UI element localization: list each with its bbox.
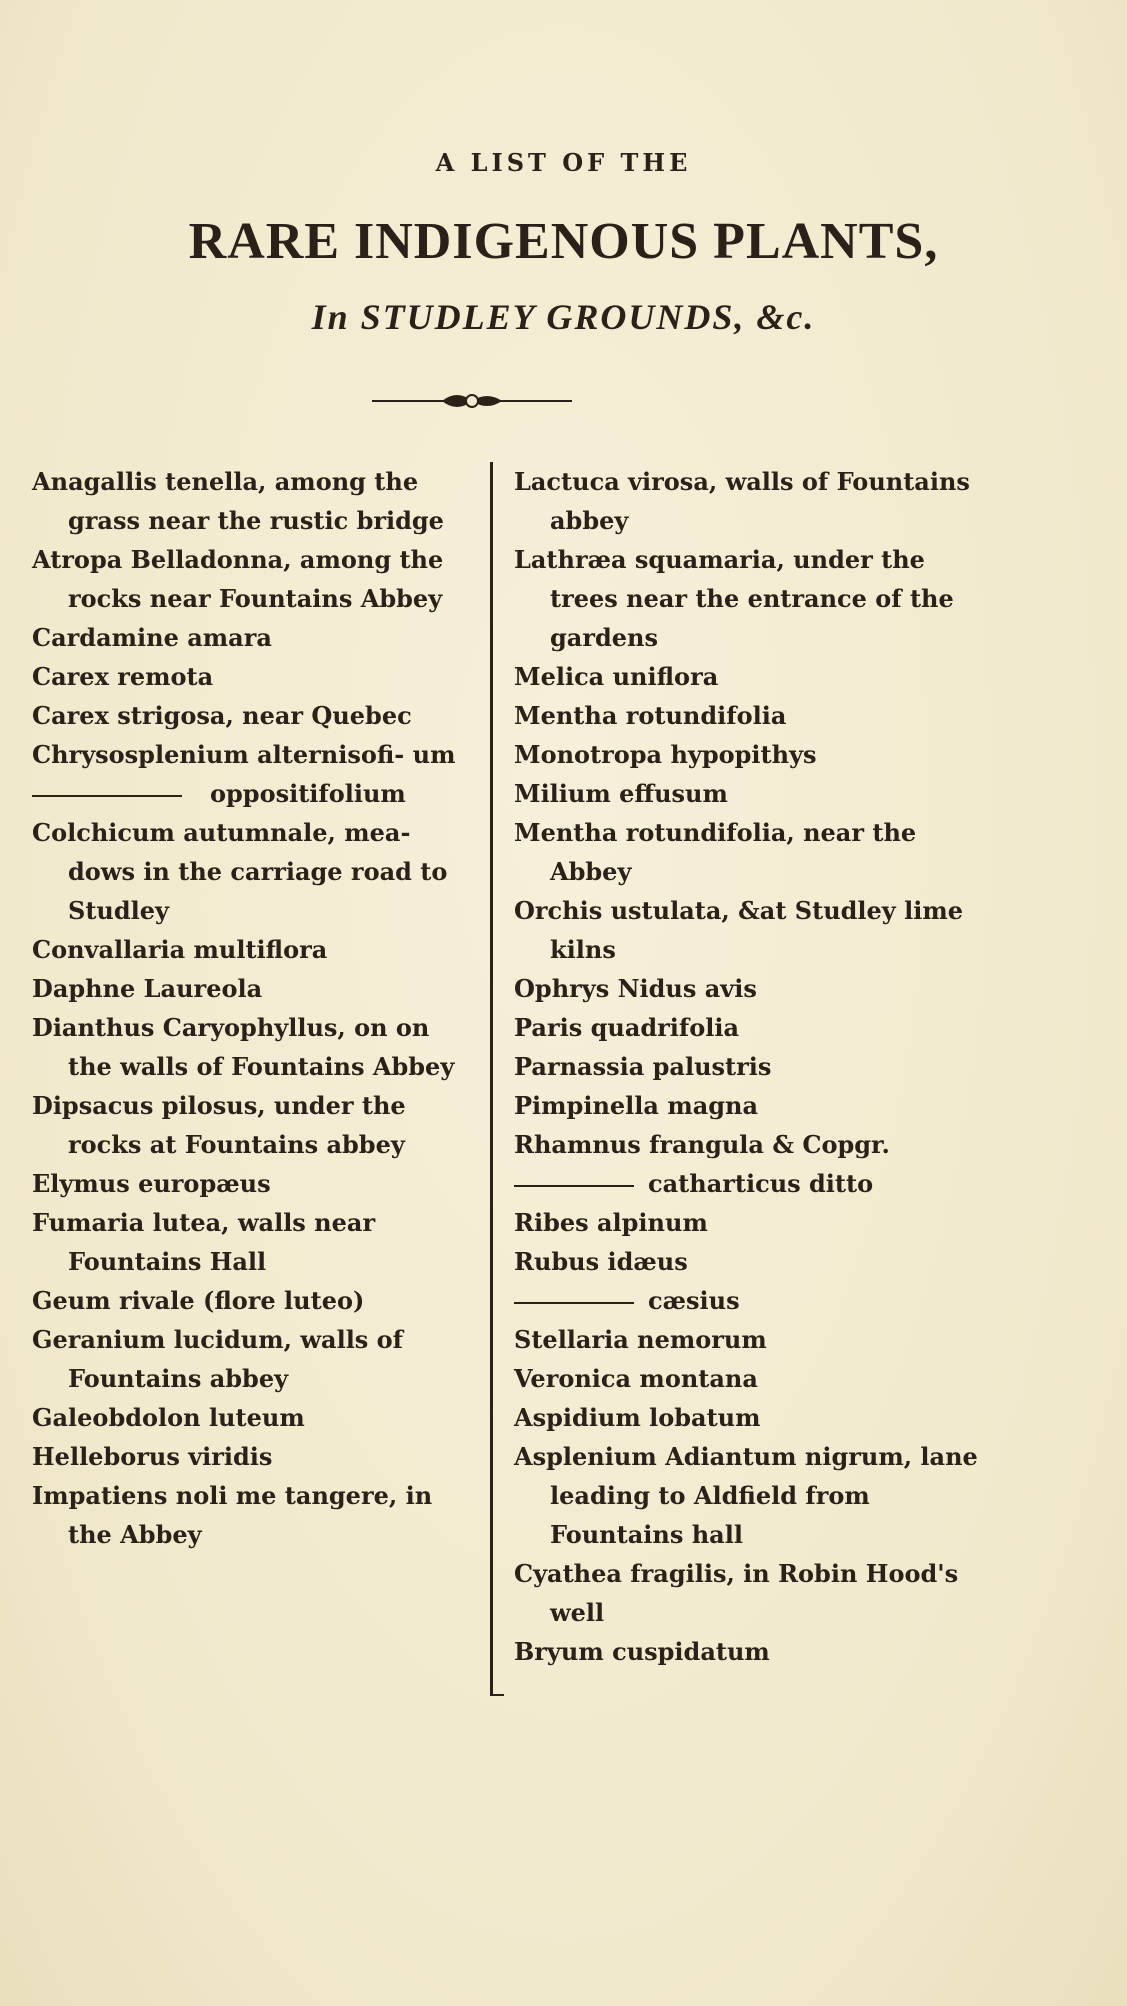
plant-entry-text: Anagallis tenella, among the grass near the rustic bridge	[32, 467, 444, 535]
plant-entry	[32, 696, 462, 735]
plant-entry-text: Colchicum autumnale, mea- dows in the carriage road to Studley	[32, 818, 448, 925]
plant-entry	[514, 1164, 984, 1203]
column-divider-foot	[490, 1694, 504, 1696]
plant-entry-text: Chrysosplenium alternisofi- um	[32, 740, 456, 769]
right-plant-column	[514, 462, 984, 1671]
plant-entry-text: Veronica montana	[514, 1364, 758, 1393]
plant-entry	[32, 1281, 462, 1320]
plant-entry-text: Atropa Belladonna, among the rocks near Fountains Abbey	[32, 545, 444, 613]
plant-entry	[514, 1047, 984, 1086]
plant-entry-text: Orchis ustulata, &at Studley lime kilns	[514, 896, 964, 964]
plant-entry	[514, 462, 984, 540]
plant-entry-text: Paris quadrifolia	[514, 1013, 740, 1042]
plant-entry-text: Dianthus Caryophyllus, on on the walls of Fountains Abbey	[32, 1013, 455, 1081]
ditto-dash	[514, 1302, 634, 1304]
plant-entry	[32, 1203, 462, 1281]
plant-entry-text: Lactuca virosa, walls of Fountains abbey	[514, 467, 970, 535]
plant-entry-text: Pimpinella magna	[514, 1091, 759, 1120]
plant-entry-text: Melica uniflora	[514, 662, 719, 691]
plant-entry	[32, 969, 462, 1008]
plant-entry-text: Carex strigosa, near Quebec	[32, 701, 412, 730]
plant-entry-text: Rubus idæus	[514, 1247, 688, 1276]
plant-entry-text: Asplenium Adiantum nigrum, lane leading to Aldfield from Fountains hall	[514, 1442, 978, 1549]
plant-entry	[514, 1086, 984, 1125]
plant-entry-text: Daphne Laureola	[32, 974, 263, 1003]
plant-entry-text: Monotropa hypopithys	[514, 740, 817, 769]
page-title: RARE INDIGENOUS PLANTS,	[188, 213, 939, 270]
plant-entry-text: Parnassia palustris	[514, 1052, 772, 1081]
plant-entry-text: oppositifolium	[210, 779, 406, 808]
plant-entry-text: Convallaria multiflora	[32, 935, 328, 964]
plant-entry	[514, 813, 984, 891]
plant-entry	[32, 930, 462, 969]
plant-entry	[514, 696, 984, 735]
plant-entry-text: Ribes alpinum	[514, 1208, 708, 1237]
plant-entry	[32, 813, 462, 930]
plant-entry	[514, 1437, 984, 1554]
plant-entry	[32, 1086, 462, 1164]
plant-entry-text: Impatiens noli me tangere, in the Abbey	[32, 1481, 433, 1549]
plant-entry	[514, 735, 984, 774]
plant-entry-text: Ophrys Nidus avis	[514, 974, 757, 1003]
page-subtitle: In STUDLEY GROUNDS, &c.	[311, 297, 816, 337]
plant-entry-text: Cardamine amara	[32, 623, 272, 652]
plant-entry	[514, 1320, 984, 1359]
plant-entry-text: Milium effusum	[514, 779, 728, 808]
plant-entry	[32, 1398, 462, 1437]
plant-entry	[32, 1476, 462, 1554]
plant-entry-text: Geum rivale (flore luteo)	[32, 1286, 365, 1315]
plant-entry	[514, 969, 984, 1008]
plant-entry	[514, 1554, 984, 1632]
plant-entry-text: Elymus europæus	[32, 1169, 271, 1198]
plant-entry	[32, 1164, 462, 1203]
plant-entry	[514, 1359, 984, 1398]
plant-entry-text: Mentha rotundifolia	[514, 701, 787, 730]
plant-entry-text: Carex remota	[32, 662, 214, 691]
plant-entry-text: Fumaria lutea, walls near Fountains Hall	[32, 1208, 376, 1276]
plant-entry	[514, 891, 984, 969]
column-divider	[490, 462, 493, 1696]
plant-entry	[514, 1242, 984, 1281]
left-plant-column	[32, 462, 462, 1554]
plant-entry-text: catharticus ditto	[648, 1169, 874, 1198]
plant-entry-text: Bryum cuspidatum	[514, 1637, 770, 1666]
plant-entry-text: Aspidium lobatum	[514, 1403, 761, 1432]
plant-entry	[32, 657, 462, 696]
plant-entry	[514, 540, 984, 657]
plant-entry-text: Mentha rotundifolia, near the Abbey	[514, 818, 917, 886]
plant-entry-text: Galeobdolon luteum	[32, 1403, 305, 1432]
plant-entry	[32, 774, 462, 813]
plant-entry	[32, 735, 462, 774]
plant-entry-text: Geranium lucidum, walls of Fountains abbey	[32, 1325, 404, 1393]
plant-entry	[514, 1008, 984, 1047]
plant-entry-text: Lathræa squamaria, under the trees near the entrance of the gardens	[514, 545, 954, 652]
ditto-dash	[514, 1185, 634, 1187]
plant-entry-text: cæsius	[648, 1286, 740, 1315]
ditto-dash	[32, 795, 182, 797]
plant-entry	[32, 1320, 462, 1398]
plant-entry	[514, 1203, 984, 1242]
plant-entry	[514, 1125, 984, 1164]
plant-entry	[514, 1632, 984, 1671]
plant-entry	[514, 774, 984, 813]
plant-entry	[514, 1281, 984, 1320]
plant-entry	[514, 657, 984, 696]
plant-entry	[32, 540, 462, 618]
plant-entry	[32, 1437, 462, 1476]
ornament-divider-icon	[372, 386, 572, 416]
plant-entry-text: Rhamnus frangula & Copgr.	[514, 1130, 890, 1159]
plant-entry-text: Dipsacus pilosus, under the rocks at Fountains abbey	[32, 1091, 406, 1159]
plant-entry	[32, 1008, 462, 1086]
plant-entry	[32, 462, 462, 540]
plant-entry	[514, 1398, 984, 1437]
plant-entry-text: Helleborus viridis	[32, 1442, 273, 1471]
plant-entry	[32, 618, 462, 657]
list-heading-kicker: A LIST OF THE	[435, 148, 692, 177]
plant-entry-text: Stellaria nemorum	[514, 1325, 767, 1354]
plant-entry-text: Cyathea fragilis, in Robin Hood's well	[514, 1559, 959, 1627]
